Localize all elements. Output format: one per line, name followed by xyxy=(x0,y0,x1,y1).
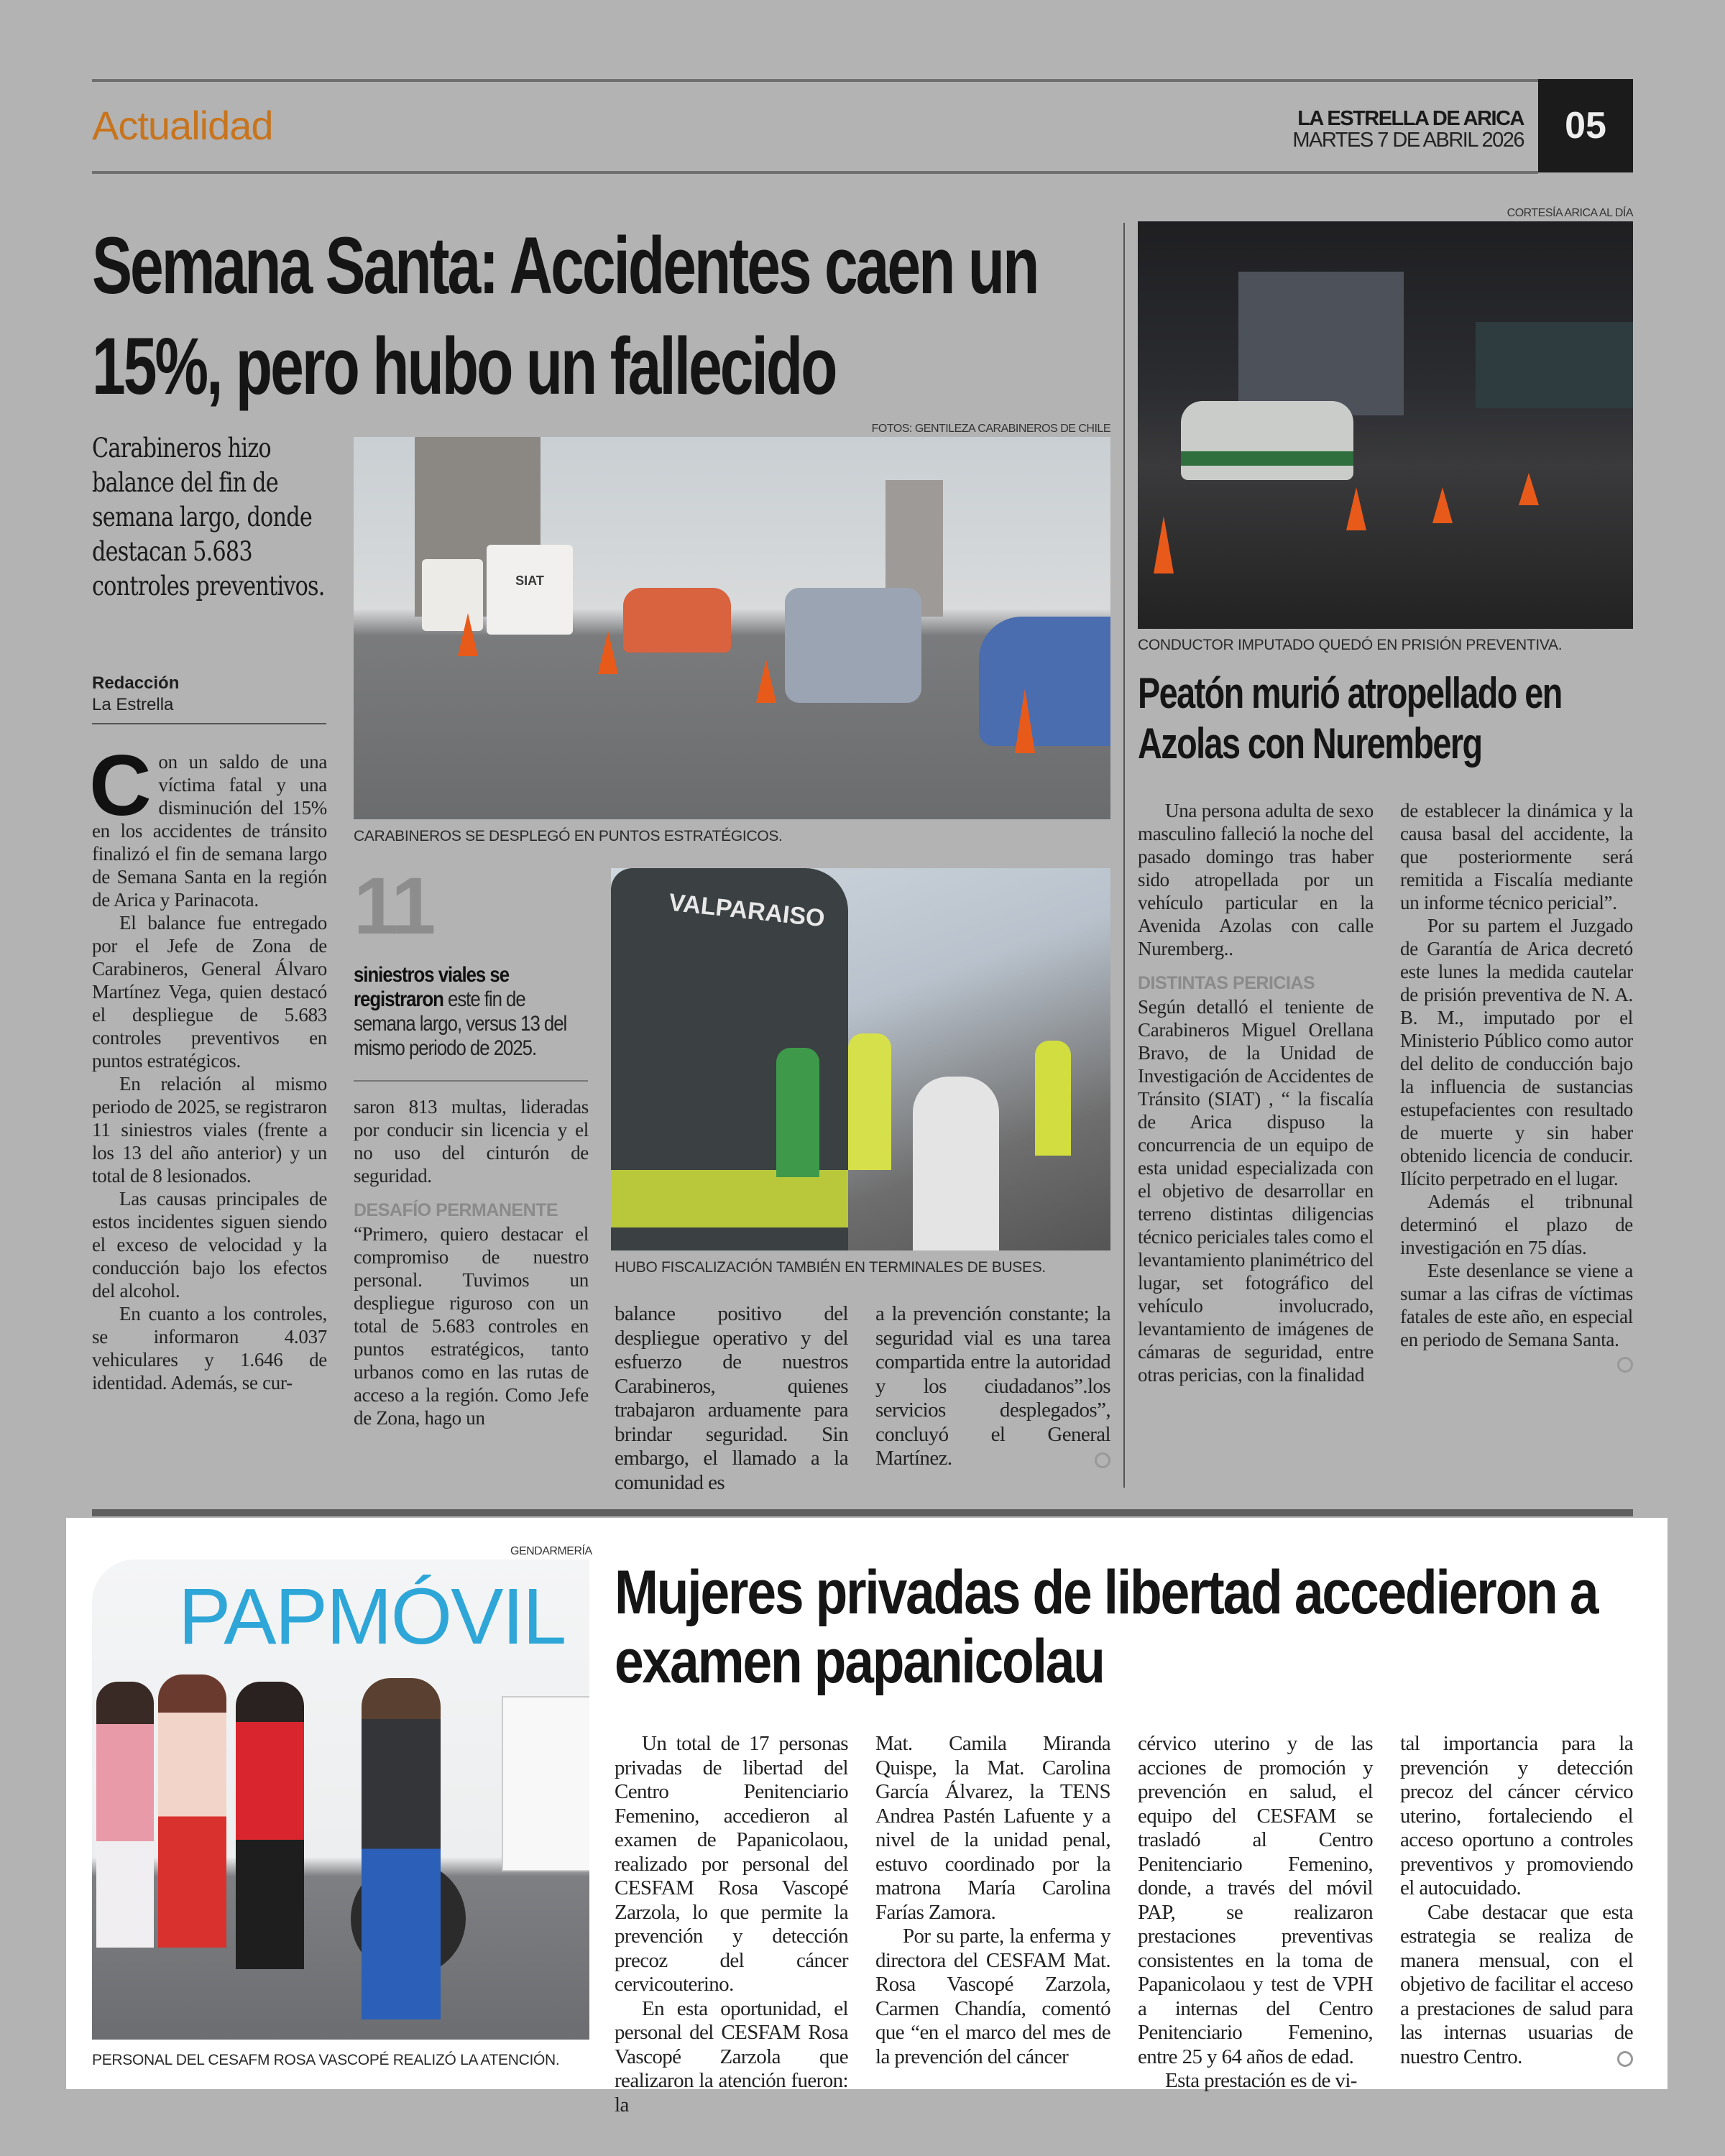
header-top-rule xyxy=(92,79,1633,82)
side-photo-caption: CONDUCTOR IMPUTADO QUEDÓ EN PRISIÓN PREVENTIVA. xyxy=(1138,637,1563,653)
paragraph: Esta prestación es de vi- xyxy=(1165,2069,1357,2092)
police-car-stripe xyxy=(1181,451,1353,466)
traffic-cone xyxy=(1015,688,1035,753)
paragraph: Por su parte, la enferma y directora del CESFAM Mat. Rosa Vascopé Zarzola, Carmen Chandía, comentó que “en el marco del mes de la prevención del cáncer xyxy=(875,1925,1110,2068)
drop-cap: C xyxy=(89,737,152,834)
van-door xyxy=(502,1696,589,1871)
paragraph: a la prevención constante; la seguridad vial es una tarea compartida entre la autoridad y los ciudadanos”.los servicios desplegados”, concluyó el General Martínez. xyxy=(875,1302,1110,1470)
trees xyxy=(1476,322,1633,408)
page-number: 05 xyxy=(1538,79,1633,172)
paragraph: Las causas principales de estos incidentes siguen siendo el exceso de velocidad y la conducción bajo los efectos del alcohol. xyxy=(92,1188,327,1302)
paragraph: tal importancia para la prevención y detección precoz del cáncer cérvico uterino, fortaleciendo el acceso oportuno a controles preventivos y promoviendo el autocuidado. xyxy=(1400,1732,1633,1899)
header-bottom-rule xyxy=(92,171,1538,174)
paragraph: Un total de 17 personas privadas de libertad del Centro Penitenciario Femenino, accedieron al examen de Papanicolaou, realizado por personal del CESFAM Rosa Vascopé Zarzola, lo que permite la prevención y detección precoz del cáncer cervicouterino. xyxy=(615,1732,848,1996)
van-sign: PAPMÓVIL xyxy=(178,1572,566,1661)
byline-outlet: La Estrella xyxy=(92,695,174,714)
bottom-column-2 xyxy=(875,1732,1110,2069)
officer xyxy=(848,1033,891,1170)
photo-night-police xyxy=(1138,221,1633,629)
paragraph: balance positivo del despliegue operativo y del esfuerzo de nuestros Carabineros, quienes trabajaron arduamente para brindar seguridad. Sin embargo, el llamado a la comunidad es xyxy=(615,1302,848,1494)
photo1-credit: FOTOS: GENTILEZA CARABINEROS DE CHILE xyxy=(871,423,1110,435)
masthead xyxy=(1292,108,1524,151)
bus-stripe xyxy=(611,1170,848,1227)
person xyxy=(96,1682,154,1948)
police-car xyxy=(1181,401,1353,480)
bus-sign: VALPARAISO xyxy=(667,888,827,933)
person xyxy=(236,1682,304,1969)
byline-author: Redacción xyxy=(92,673,180,693)
column-divider xyxy=(1123,223,1125,1488)
photo-papmovil xyxy=(92,1560,589,2040)
section-divider xyxy=(92,1509,1633,1516)
traffic-cone xyxy=(1346,487,1366,530)
paragraph: Según detalló el teniente de Carabineros Miguel Orellana Bravo, de la Unidad de Investigación de Accidentes de Tránsito (SIAT) , “ la fiscalía de Arica dispuso la concurrencia de un equipo de esta unidad especializada con el objetivo de desarrollar en terreno distintas diligencias técnico periciales tales como el levantamiento planimétrico del lugar, set fotográfico del vehículo involucrado, levantamiento de imágenes de cámaras de seguridad, entre otras pericias, con la finalidad xyxy=(1138,996,1374,1386)
main-headline: Semana Santa: Accidentes caen un 15%, pero hubo un fallecido xyxy=(92,221,1038,411)
paragraph: Este desenlance se viene a sumar a las cifras de víctimas fatales de este año, en especial en periodo de Semana Santa. xyxy=(1400,1260,1633,1350)
bottom-column-4 xyxy=(1400,1732,1633,2069)
fact-number: 11 xyxy=(354,861,433,951)
photo-traffic-control xyxy=(354,437,1110,819)
side-column-1 xyxy=(1138,799,1374,1386)
officer xyxy=(1035,1041,1071,1156)
paragraph: cérvico uterino y de las acciones de promoción y prevención en salud, el equipo del CESFAM se trasladó al Centro Penitenciario Femenino, donde, a través del móvil PAP, se realizaron prestaciones preventivas consistentes en la toma de Papanicolaou y test de VPH a internas del Centro Penitenciario Femenino, entre 25 y 64 años de edad. xyxy=(1138,1732,1373,2068)
person xyxy=(158,1674,226,1948)
bottom-photo-caption: PERSONAL DEL CESAFM ROSA VASCOPÉ REALIZÓ LA ATENCIÓN. xyxy=(92,2052,560,2068)
byline xyxy=(92,673,179,716)
person xyxy=(913,1077,999,1250)
bottom-column-3 xyxy=(1138,1732,1373,2093)
main-column-1 xyxy=(89,737,327,1394)
fact-rule xyxy=(354,1080,588,1082)
paragraph: En cuanto a los controles, se informaron 4.037 vehiculares y 1.646 de identidad. Además, se cur- xyxy=(92,1303,327,1393)
paragraph: Mat. Camila Miranda Quispe, la Mat. Carolina García Álvarez, la TENS Andrea Pastén Lafuente y a nivel de la unidad penal, estuvo coordinado por la matrona María Carolina Farías Zamora. xyxy=(875,1732,1110,1924)
main-column-2 xyxy=(354,1095,589,1429)
fact-text-rest: este fin de semana largo, versus 13 del mismo periodo de 2025. xyxy=(354,987,567,1060)
main-column-4 xyxy=(875,1302,1110,1471)
end-mark-icon xyxy=(1617,1357,1633,1373)
paragraph: Una persona adulta de sexo masculino falleció la noche del pasado domingo tras haber sido atropellada por un vehículo particular en la Avenida Azolas con calle Nuremberg.. xyxy=(1138,800,1374,959)
fact-text xyxy=(354,963,589,1061)
building xyxy=(1238,272,1404,415)
byline-rule xyxy=(92,723,326,724)
section-title: Actualidad xyxy=(92,103,273,148)
photo1-caption: CARABINEROS SE DESPLEGÓ EN PUNTOS ESTRATÉGICOS. xyxy=(354,828,783,844)
bottom-headline: Mujeres privadas de libertad accedieron a examen papanicolau xyxy=(615,1558,1598,1696)
siat-van: SIAT xyxy=(487,545,573,635)
traffic-cone xyxy=(756,660,776,703)
main-deck: Carabineros hizo balance del fin de semana largo, donde destacan 5.683 controles preventivos. xyxy=(92,433,325,602)
paragraph: de establecer la dinámica y la causa basal del accidente, la que posteriormente será remitida a Fiscalía mediante un informe técnico pericial”. xyxy=(1400,800,1633,913)
traffic-cone xyxy=(1154,516,1174,573)
traffic-cone xyxy=(598,631,618,674)
paragraph: Además el tribnunal determinó el plazo de investigación en 75 días. xyxy=(1400,1191,1633,1258)
paragraph: on un saldo de una víctima fatal y una disminución del 15% en los accidentes de tránsito finalizó el fin de semana largo de Semana Santa en la región de Arica y Parinacota. xyxy=(92,751,327,911)
red-car xyxy=(623,588,731,653)
traffic-cone xyxy=(1432,487,1453,523)
end-mark-icon xyxy=(1617,2051,1633,2067)
paragraph: Por su partem el Juzgado de Garantía de Arica decretó este lunes la medida cautelar de prisión preventiva de N. A. B. M., imputado por el Ministerio Público como autor del delito de conducción bajo la influencia de sustancias estupefacientes con resultado de muerte y sin haber obtenido licencia de conducir. Ilícito perpetrado en el lugar. xyxy=(1400,915,1633,1189)
silver-car xyxy=(785,588,921,703)
side-column-2 xyxy=(1400,799,1633,1373)
person xyxy=(362,1678,441,2019)
traffic-cone xyxy=(1519,473,1539,505)
end-mark-icon xyxy=(1095,1452,1110,1468)
photo-bus-terminal xyxy=(611,868,1110,1250)
paragraph: En relación al mismo periodo de 2025, se registraron 11 siniestros viales (frente a los 13 del año anterior) y un total de 8 lesionados. xyxy=(92,1073,327,1187)
bottom-photo-credit: GENDARMERÍA xyxy=(510,1545,592,1557)
paragraph: En esta oportunidad, el personal del CESFAM Rosa Vascopé Zarzola que realizaron la atención fueron: la xyxy=(615,1996,848,2116)
bottom-column-1 xyxy=(615,1732,848,2117)
side-photo-credit: CORTESÍA ARICA AL DÍA xyxy=(1506,207,1633,219)
paragraph: “Primero, quiero destacar el compromiso de nuestro personal. Tuvimos un despliegue riguroso con un total de 5.683 controles en puntos estratégicos, tanto urbanos como en las rutas de acceso a la región. Como Jefe de Zona, hago un xyxy=(354,1223,589,1429)
person xyxy=(776,1048,819,1177)
fact-text-bold: siniestros viales se registraron xyxy=(354,963,510,1011)
blue-car xyxy=(979,617,1110,746)
paragraph: Cabe destacar que esta estrategia se realiza de manera mensual, con el objetivo de facilitar el acceso a prestaciones de salud para las internas usuarias de nuestro Centro. xyxy=(1400,1900,1633,2068)
main-column-3 xyxy=(615,1302,848,1495)
traffic-cone xyxy=(458,613,478,656)
photo2-caption: HUBO FISCALIZACIÓN TAMBIÉN EN TERMINALES DE BUSES. xyxy=(615,1259,1046,1276)
side-headline: Peatón murió atropellado en Azolas con Nuremberg xyxy=(1138,669,1562,768)
paragraph: El balance fue entregado por el Jefe de Zona de Carabineros, General Álvaro Martínez Vega, quien destacó el despliegue de 5.683 controles preventivos en puntos estratégicos. xyxy=(92,912,327,1072)
paragraph: saron 813 multas, lideradas por conducir sin licencia y el no uso del cinturón de seguridad. xyxy=(354,1096,589,1187)
newspaper-name: LA ESTRELLA DE ARICA xyxy=(1297,107,1524,130)
subheading: DISTINTAS PERICIAS xyxy=(1138,973,1315,993)
issue-date: MARTES 7 DE ABRIL 2026 xyxy=(1292,129,1524,152)
subheading: DESAFÍO PERMANENTE xyxy=(354,1200,558,1220)
